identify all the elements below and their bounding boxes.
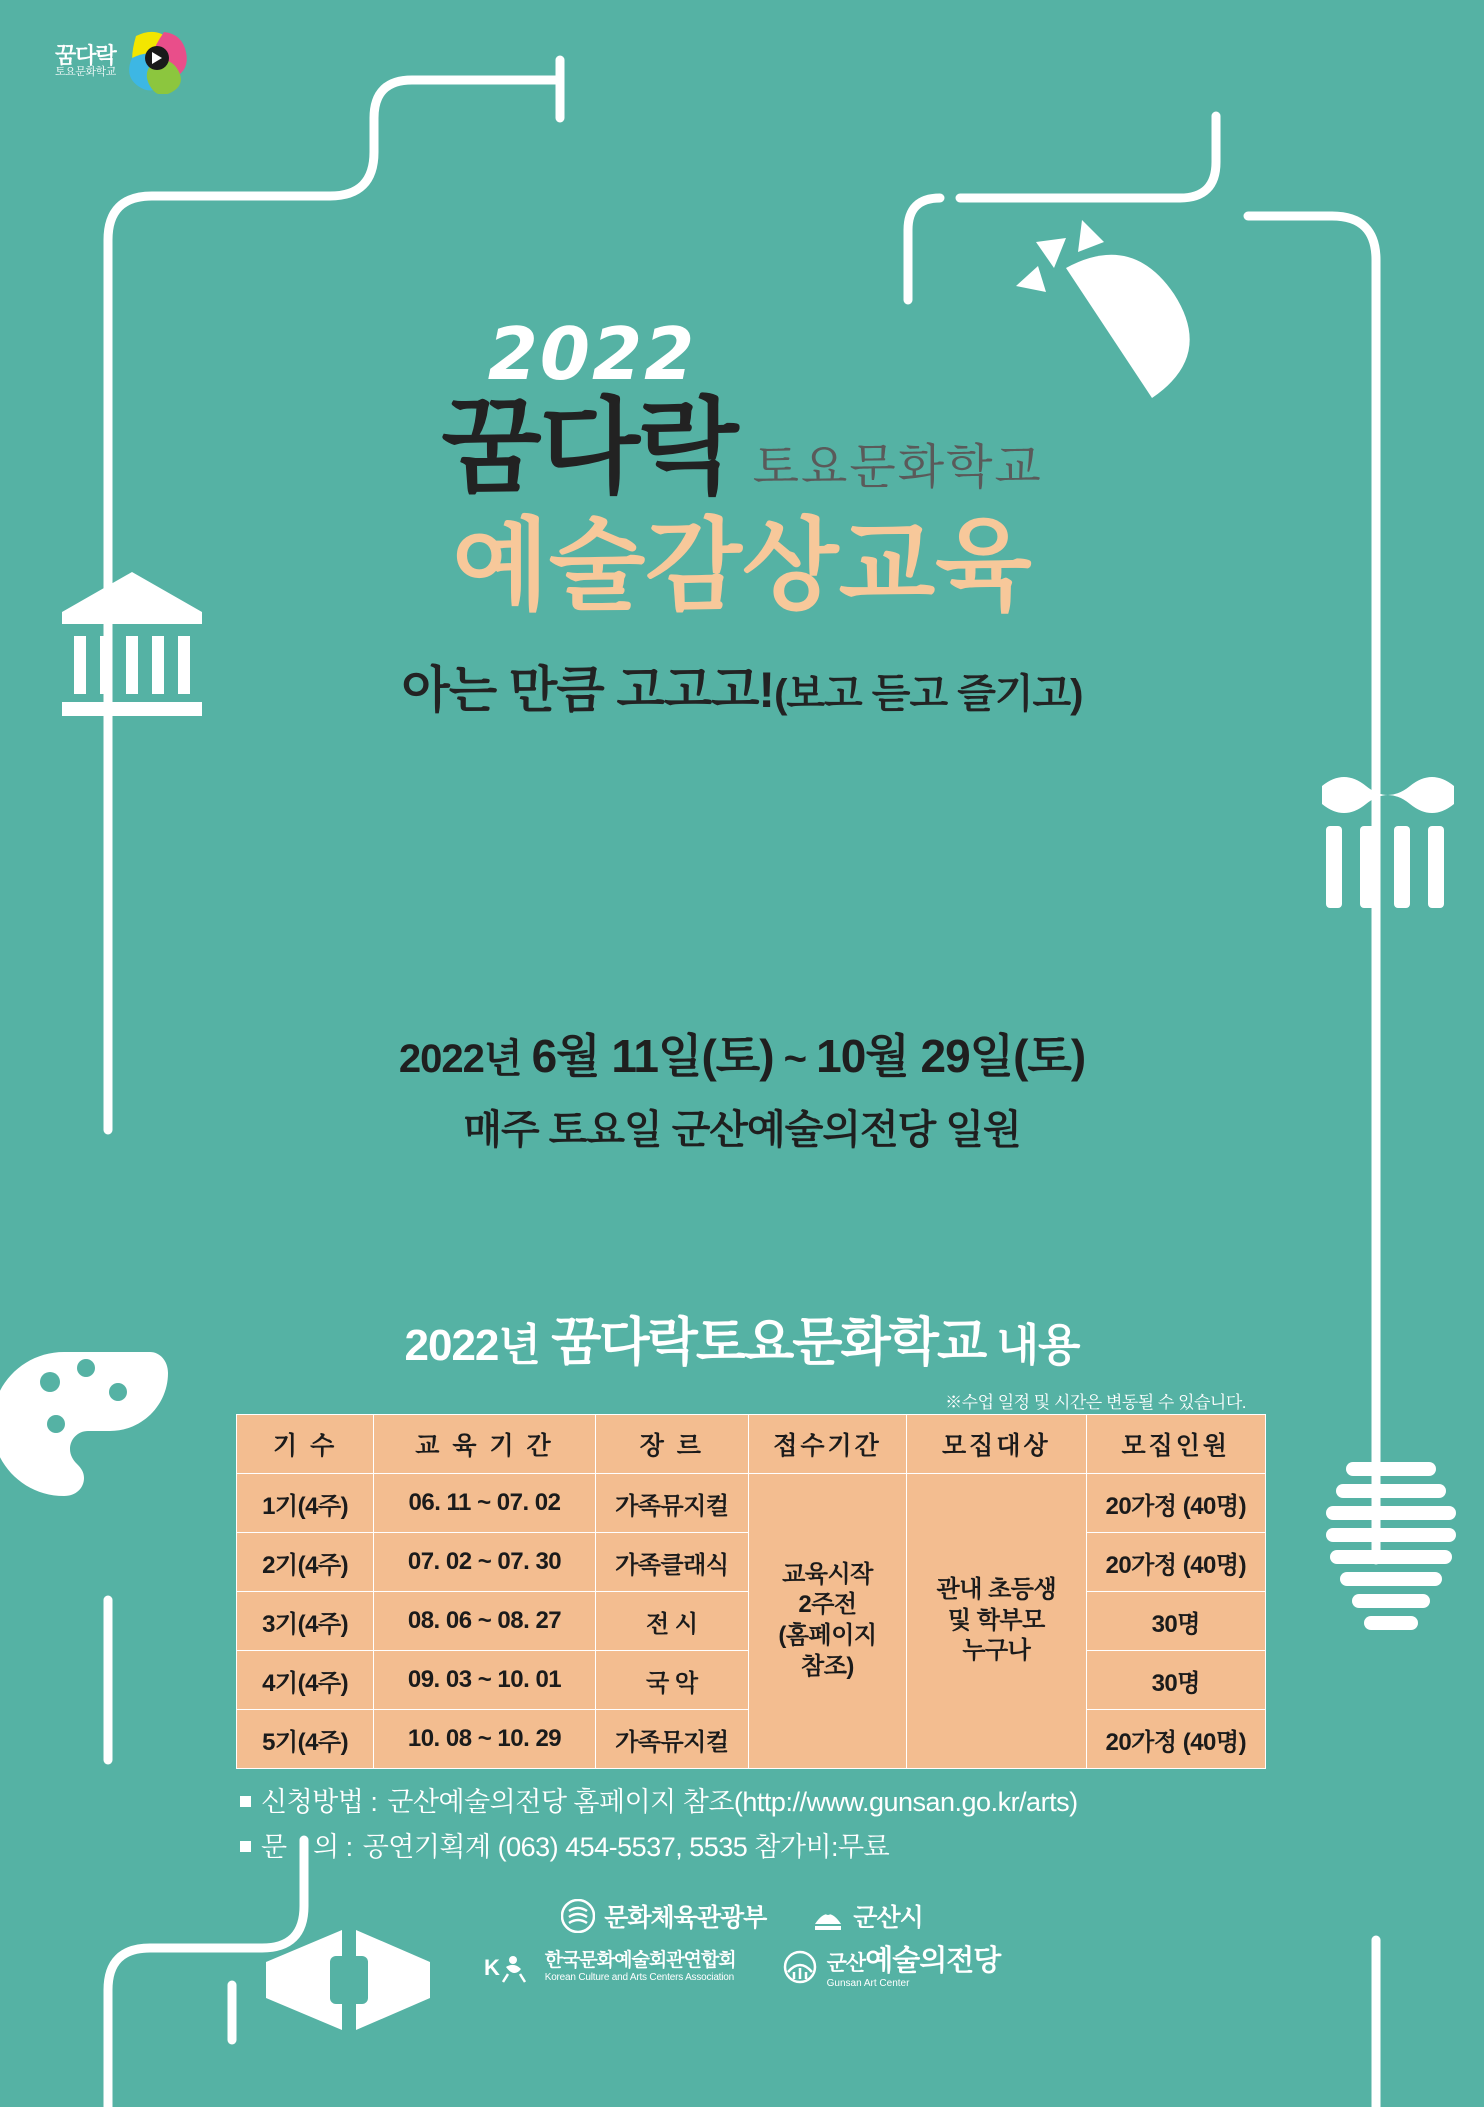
info-contact-line [240, 1825, 1078, 1864]
th-term: 기 수 [237, 1415, 374, 1474]
cell-term: 3기(4주) [237, 1592, 374, 1651]
gsac-label-en: Gunsan Art Center [826, 1977, 910, 1989]
gsac-label-main: 예술의전당 [865, 1945, 1001, 1977]
slogan-paren: (보고 듣고 즐기고) [774, 672, 1083, 717]
schedule-note: ※수업 일정 및 시간은 변동될 수 있습니다. [945, 1393, 1246, 1412]
date-mid: ~ [773, 1037, 817, 1081]
cell-term: 5기(4주) [237, 1710, 374, 1769]
cell-genre: 가족클래식 [595, 1533, 748, 1592]
gsac-emblem-icon [782, 1950, 818, 1984]
content-heading-tail: 내용 [985, 1321, 1080, 1370]
cell-genre: 가족뮤지컬 [595, 1710, 748, 1769]
brand-logo-sub: 토요문화학교 [55, 65, 116, 78]
info-apply-line [240, 1780, 1078, 1819]
table-header-row [237, 1415, 1266, 1474]
event-date-line-1 [0, 1020, 1484, 1086]
cell-term: 4기(4주) [237, 1651, 374, 1710]
info-contact-label-a: 문 [261, 1832, 304, 1862]
cell-period: 09. 03 ~ 10. 01 [374, 1651, 596, 1710]
footer-row-primary [561, 1898, 923, 1934]
cell-quota: 20가정 (40명) [1086, 1710, 1265, 1769]
info-contact-label-b: 의 : [313, 1832, 353, 1862]
footer-logos [0, 1898, 1484, 1989]
headline-title-side: 토요문화학교 [752, 441, 1043, 494]
mcst-label: 문화체육관광부 [604, 1904, 767, 1932]
gsac-label [827, 1946, 1001, 1989]
headline-block [0, 312, 1484, 722]
kcaca-label [545, 1951, 736, 1983]
cell-period: 08. 06 ~ 08. 27 [374, 1592, 596, 1651]
pillar-icon [1322, 777, 1454, 908]
info-block [240, 1780, 1078, 1870]
mcst-logo [561, 1898, 766, 1934]
footer-row-secondary [484, 1946, 1001, 1989]
info-apply-value: 군산예술의전당 홈페이지 참조(http://www.gunsan.go.kr/arts) [387, 1787, 1078, 1817]
brand-logo-text [55, 44, 116, 79]
cell-term: 2기(4주) [237, 1533, 374, 1592]
amphitheater-icon [1326, 1462, 1456, 1630]
headline-title-accent: 예술감상교육 [452, 510, 1032, 623]
gunsan-city-logo [812, 1898, 922, 1934]
cell-genre: 전 시 [595, 1592, 748, 1651]
info-apply-label: 신청방법 : [261, 1787, 378, 1817]
kcaca-emblem-icon [484, 1950, 536, 1984]
cell-quota: 20가정 (40명) [1086, 1474, 1265, 1533]
th-genre: 장 르 [595, 1415, 748, 1474]
svg-text:K: K [483, 1955, 500, 1981]
content-heading-main: 꿈다락토요문화학교 [551, 1314, 986, 1372]
gsac-logo [782, 1946, 1001, 1989]
gunsan-city-label: 군산시 [853, 1904, 923, 1932]
headline-year: 2022 [487, 312, 697, 396]
cell-period: 07. 02 ~ 07. 30 [374, 1533, 596, 1592]
schedule-table [236, 1414, 1266, 1769]
th-period: 교 육 기 간 [374, 1415, 596, 1474]
th-quota: 모집인원 [1086, 1415, 1265, 1474]
cell-term: 1기(4주) [237, 1474, 374, 1533]
cell-genre: 가족뮤지컬 [595, 1474, 748, 1533]
event-venue-line: 매주 토요일 군산예술의전당 일원 [463, 1108, 1021, 1152]
event-date-block [0, 1020, 1484, 1155]
kkumdarak-colorful-mark-icon [124, 28, 192, 94]
date-start: 6월 11일(토) [531, 1030, 774, 1082]
cell-period: 10. 08 ~ 10. 29 [374, 1710, 596, 1769]
gunsan-city-emblem-icon [812, 1900, 844, 1932]
kcaca-logo [484, 1950, 736, 1984]
schedule-table-wrap [236, 1414, 1266, 1769]
table-row [237, 1474, 1266, 1533]
content-heading-year: 2022년 [404, 1321, 552, 1370]
slogan-main: 아는 만큼 고고고! [401, 662, 775, 719]
cell-target: 관내 초등생 및 학부모 누구나 [907, 1474, 1086, 1769]
cell-quota: 30명 [1086, 1592, 1265, 1651]
brand-logo [55, 28, 192, 94]
headline-title-main: 꿈다락 [441, 390, 737, 506]
th-target: 모집대상 [907, 1415, 1086, 1474]
cell-quota: 30명 [1086, 1651, 1265, 1710]
headline-title-row [0, 390, 1484, 506]
headline-slogan [0, 650, 1484, 722]
square-bullet-icon [240, 1841, 251, 1852]
content-heading [0, 1300, 1484, 1375]
gsac-label-ko [827, 1946, 1001, 1978]
square-bullet-icon [240, 1796, 251, 1807]
date-end: 10월 29일(토) [816, 1030, 1086, 1082]
cell-reception: 교육시작 2주전 (홈페이지 참조) [748, 1474, 906, 1769]
date-prefix: 2022년 [398, 1037, 532, 1081]
kcaca-label-en: Korean Culture and Arts Centers Association [544, 1972, 735, 1984]
brand-logo-main: 꿈다락 [55, 42, 116, 68]
info-contact-value: 공연기획계 (063) 454-5537, 5535 참가비:무료 [362, 1832, 890, 1862]
th-reception: 접수기간 [748, 1415, 906, 1474]
mcst-emblem-icon [561, 1899, 595, 1933]
cell-quota: 20가정 (40명) [1086, 1533, 1265, 1592]
cell-genre: 국 악 [595, 1651, 748, 1710]
kcaca-label-ko: 한국문화예술회관연합회 [544, 1950, 736, 1972]
gsac-label-pre: 군산 [826, 1952, 866, 1975]
cell-period: 06. 11 ~ 07. 02 [374, 1474, 596, 1533]
